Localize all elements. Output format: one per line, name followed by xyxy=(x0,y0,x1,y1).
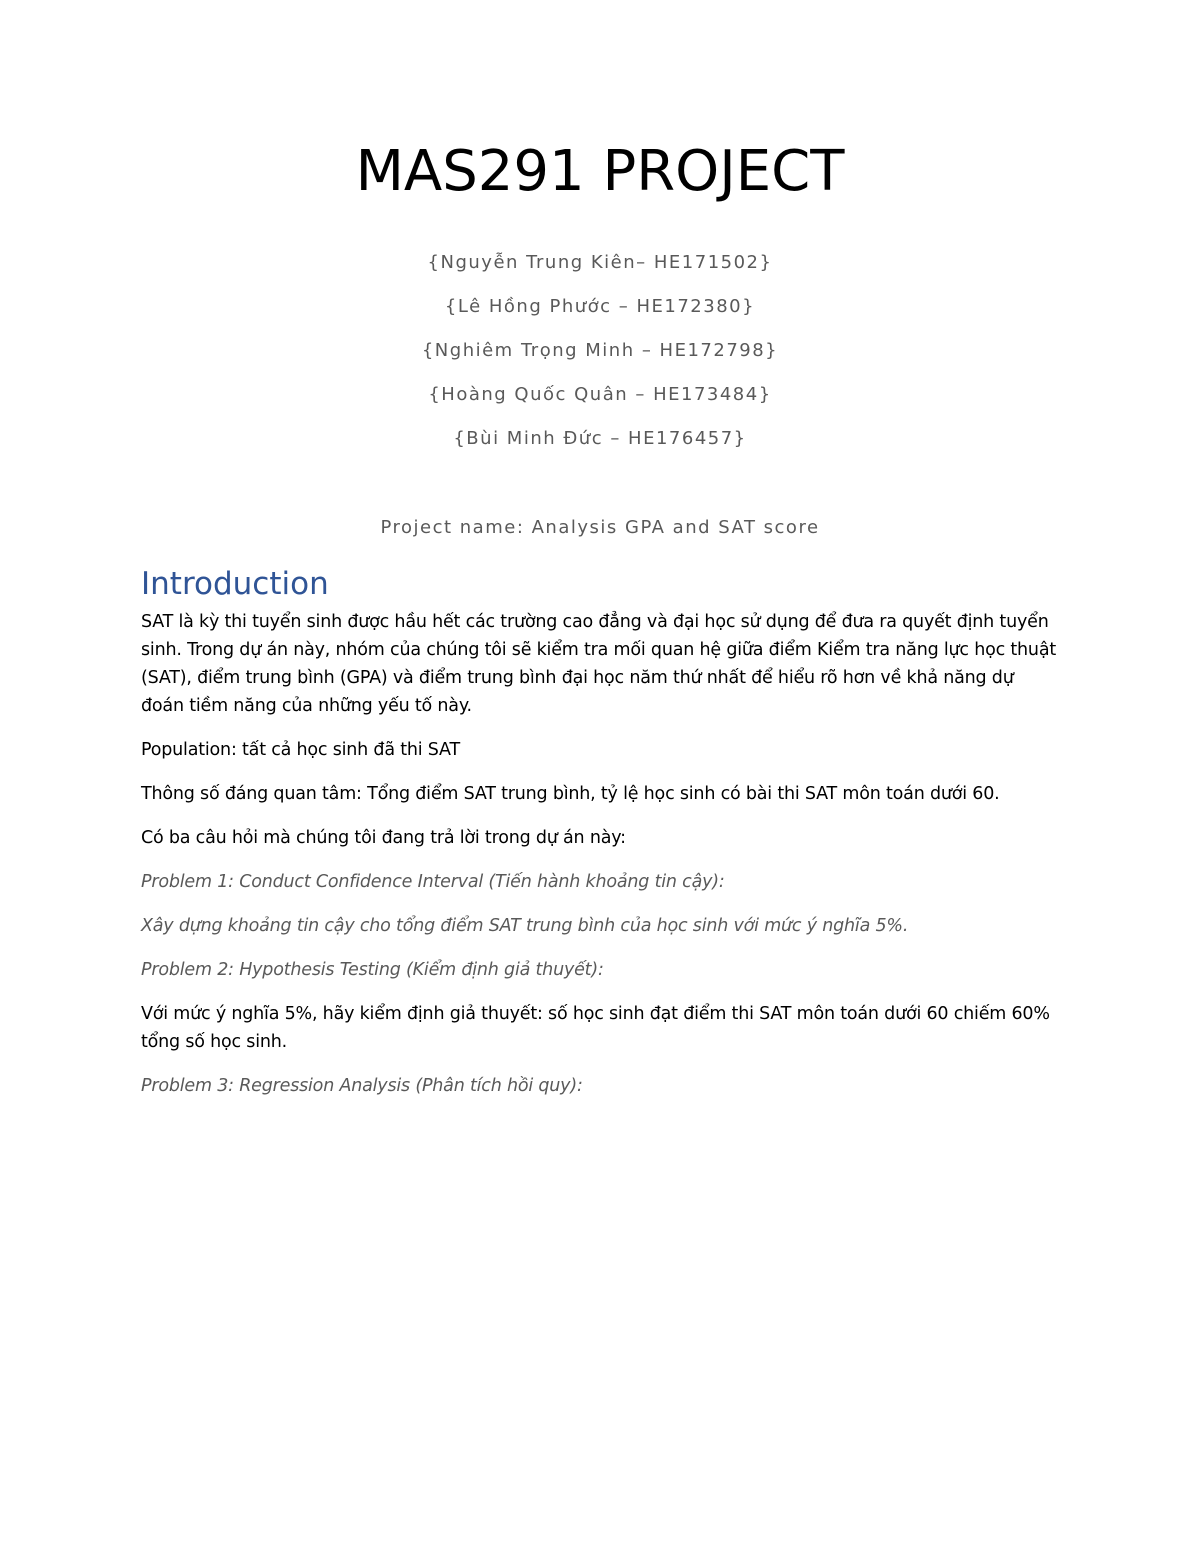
document-title: MAS291 PROJECT xyxy=(355,139,845,204)
author-line: {Hoàng Quốc Quân – HE173484} xyxy=(428,384,772,405)
author-list xyxy=(0,250,1200,470)
problem-2-description: Với mức ý nghĩa 5%, hãy kiểm định giả thuyết: số học sinh đạt điểm thi SAT môn toán dưới 60 chiếm 60% tổng số học sinh. xyxy=(141,1004,1050,1052)
section-heading-introduction: Introduction xyxy=(141,566,329,602)
problem-3-title: Problem 3: Regression Analysis (Phân tích hồi quy): xyxy=(141,1076,583,1096)
project-name: Project name: Analysis GPA and SAT score xyxy=(380,517,820,538)
author-line: {Nguyễn Trung Kiên– HE171502} xyxy=(427,252,773,273)
population-paragraph: Population: tất cả học sinh đã thi SAT xyxy=(141,740,460,760)
problem-1-title: Problem 1: Conduct Confidence Interval (Tiến hành khoảng tin cậy): xyxy=(141,872,725,892)
author-line: {Nghiêm Trọng Minh – HE172798} xyxy=(421,340,779,361)
author-line: {Bùi Minh Đức – HE176457} xyxy=(453,428,747,449)
intro-paragraph: SAT là kỳ thi tuyển sinh được hầu hết các trường cao đẳng và đại học sử dụng để đưa ra quyết định tuyển sinh. Trong dự án này, nhóm của chúng tôi sẽ kiểm tra mối quan hệ giữa điểm Kiểm tra năng lực học thuật (SAT), điểm trung bình (GPA) và điểm trung bình đại học năm thứ nhất để hiểu rõ hơn về khả năng dự đoán tiềm năng của những yếu tố này. xyxy=(141,612,1057,716)
parameters-paragraph: Thông số đáng quan tâm: Tổng điểm SAT trung bình, tỷ lệ học sinh có bài thi SAT môn toán dưới 60. xyxy=(141,784,1000,804)
problem-1-description: Xây dựng khoảng tin cậy cho tổng điểm SAT trung bình của học sinh với mức ý nghĩa 5%. xyxy=(141,916,909,936)
document-body xyxy=(141,562,1061,1116)
problem-2-title: Problem 2: Hypothesis Testing (Kiểm định giả thuyết): xyxy=(141,960,604,980)
questions-intro-paragraph: Có ba câu hỏi mà chúng tôi đang trả lời trong dự án này: xyxy=(141,828,626,848)
author-line: {Lê Hồng Phước – HE172380} xyxy=(444,296,756,317)
